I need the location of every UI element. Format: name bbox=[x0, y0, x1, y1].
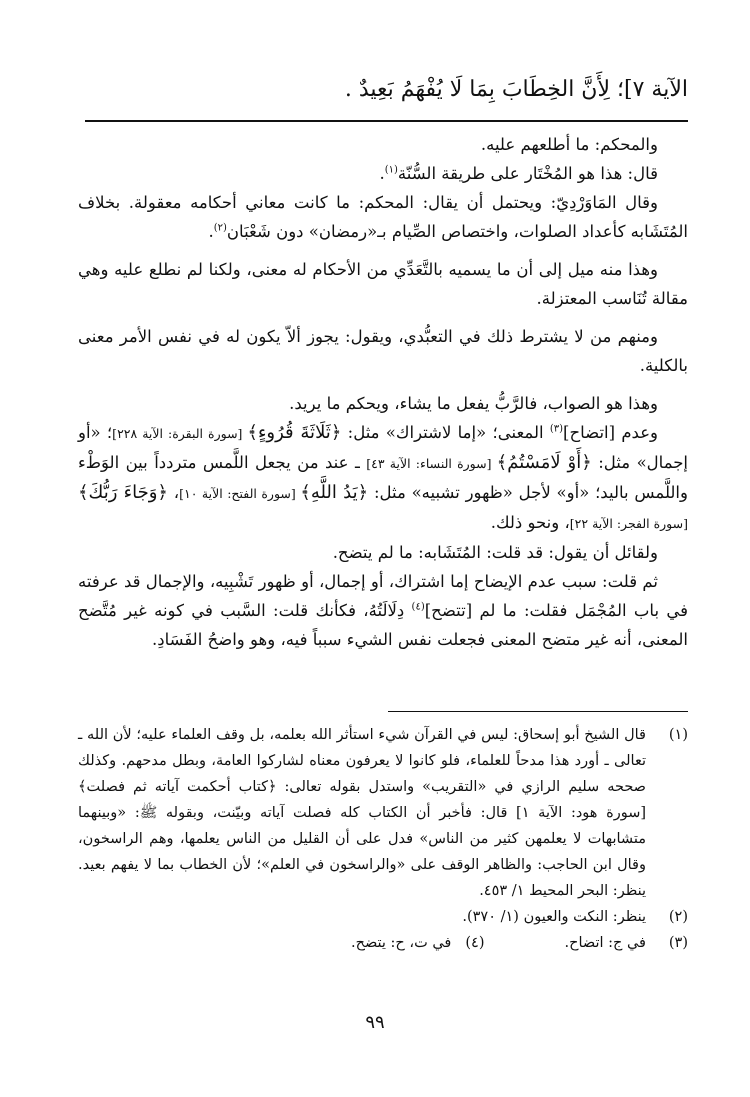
footnote-text: ينظر: النكت والعيون (١/ ٣٧٠). bbox=[462, 909, 646, 925]
footnotes bbox=[78, 722, 688, 956]
footnote-ref-2: (٢) bbox=[213, 222, 227, 234]
footnote-number: (١) bbox=[668, 727, 688, 743]
page-number: ٩٩ bbox=[365, 1012, 385, 1033]
verse-ref-2: [سورة النساء: الآية ٤٣] bbox=[366, 456, 497, 471]
footnote-rule bbox=[388, 711, 688, 712]
footnote-text: في ج: اتضاح. bbox=[564, 935, 646, 951]
footnote-ref-3: (٣) bbox=[549, 423, 564, 435]
footnote-text: في ت، ح: يتضح. bbox=[350, 935, 452, 951]
paragraph-1: والمحكم: ما أطلعهم عليه. bbox=[480, 135, 658, 154]
paragraph-8: ولقائل أن يقول: قد قلت: المُتَشَابه: ما لم يتضح. bbox=[332, 543, 658, 562]
quran-verse-2: ﴿أَوْ لَامَسْتُمُ﴾ bbox=[496, 452, 592, 473]
footnote-number: (٣) bbox=[668, 935, 688, 951]
paragraph-6: وهذا هو الصواب، فالرَّبُّ يفعل ما يشاء، ويحكم ما يريد. bbox=[289, 394, 658, 413]
paragraph-5: ومنهم من لا يشترط ذلك في التعبُّدي، ويقول: يجوز ألاّ يكون له في نفس الأمر معنى بالكلية. bbox=[78, 327, 688, 375]
footnote-2 bbox=[78, 904, 688, 930]
verse-ref-4: [سورة الفجر: الآية ٢٢] bbox=[569, 516, 688, 531]
footnote-text: قال الشيخ أبو إسحاق: ليس في القرآن شيء استأثر الله بعلمه، بل وقف العلماء عليه؛ لأن الله ـ تعالى ـ أورد هذا مدحاً للعلماء، فلو كانوا لا يعرفون معناه لشاركوا العامة، وبطل مدحهم. وكذلك صححه سليم الرازي في «التقريب» واستدل بقوله تعالى: ﴿كتاب أحكمت آياته ثم فصلت﴾ [سورة هود: الآية ١] قال: فأخبر أن الكتاب كله فصلت آياته وبيّنت، وبقوله ﷺ: «وبينهما متشابهات لا يعلمهن كثير من الناس» فدل على أن القليل من الناس يعلمها، وهم الراسخون، وقال ابن الحاجب: والظاهر الوقف على «والراسخون في العلم»؛ لأن الخطاب بما لا يفهم بعيد. ينظر: البحر المحيط ١/ ٤٥٣. bbox=[78, 727, 646, 899]
quran-verse-3: ﴿يَدُ اللَّهِ﴾ bbox=[300, 482, 369, 503]
footnote-ref-4: (٤) bbox=[411, 601, 425, 613]
header-rule bbox=[85, 120, 688, 122]
header-title: الآية ٧]؛ لِأَنَّ الخِطَابَ بِمَا لَا يُفْهَمُ بَعِيدٌ . bbox=[344, 77, 688, 102]
paragraph-3: وقال المَاوَرْدِيّ: ويحتمل أن يقال: المحكم: ما كانت معاني أحكامه معقولة. بخلاف المُتَشَابه كأعداد الصلوات، واختصاص الصِّيام بـ«رمضان» دون شَعْبَان$^{(٢)}$. bbox=[78, 193, 688, 241]
paragraph-7: وعدم [اتضاح]$^{(٣)}$ المعنى؛ «إما لاشتراك» مثل: ﴿ثَلَاثَةَ قُرُوءٍ﴾ [سورة البقرة: الآية ٢٢٨]؛ «أو إجمال» مثل: ﴿أَوْ لَامَسْتُمُ﴾ [سورة النساء: الآية ٤٣] ـ عند من يجعل اللَّمس متردداً بين الوَطْء واللَّمس باليد؛ «أو» لأجل «ظهور تشبيه» مثل: ﴿يَدُ اللَّهِ﴾ [سورة الفتح: الآية ١٠]، ﴿وَجَاءَ رَبُّكَ﴾ [سورة الفجر: الآية ٢٢]، ونحو ذلك. bbox=[78, 422, 689, 532]
footnote-number: (٤) bbox=[465, 935, 485, 951]
paragraph-2: قال: هذا هو المُخْتَار على طريقة السُّنّة$^{(١)}$. bbox=[379, 164, 658, 183]
paragraph-4: وهذا منه ميل إلى أن ما يسميه بالتَّعَدِّي من الأحكام له معنى، ولكنا لم نطلع عليه وهي مقالة تُنَاسب المعتزلة. bbox=[78, 260, 688, 308]
footnote-1 bbox=[78, 722, 688, 904]
verse-ref-1: [سورة البقرة: الآية ٢٢٨] bbox=[112, 426, 248, 441]
footnote-3-4 bbox=[78, 930, 688, 956]
quran-verse-1: ﴿ثَلَاثَةَ قُرُوءٍ﴾ bbox=[247, 422, 342, 443]
footnote-ref-1: (١) bbox=[384, 164, 398, 176]
paragraph-9: ثم قلت: سبب عدم الإيضاح إما اشتراك، أو إجمال، أو ظهور تَشْبِيه، والإجمال قد عرفته في باب المُجْمَل فقلت: ما لم [تتضح]$^{(٤)}$ دِلَالَتُهُ، فكأنك قلت: السَّبب في كونه غير مُتَّضح المعنى، أنه غير متضح المعنى فجعلت نفس الشيء سبباً فيه، وهو واضحُ الفَسَادِ. bbox=[78, 572, 688, 649]
running-header bbox=[85, 70, 688, 110]
footnote-number: (٢) bbox=[668, 909, 688, 925]
verse-ref-3: [سورة الفتح: الآية ١٠] bbox=[179, 486, 301, 501]
main-text bbox=[78, 130, 688, 654]
quran-verse-4: ﴿وَجَاءَ رَبُّكَ﴾ bbox=[78, 482, 168, 503]
